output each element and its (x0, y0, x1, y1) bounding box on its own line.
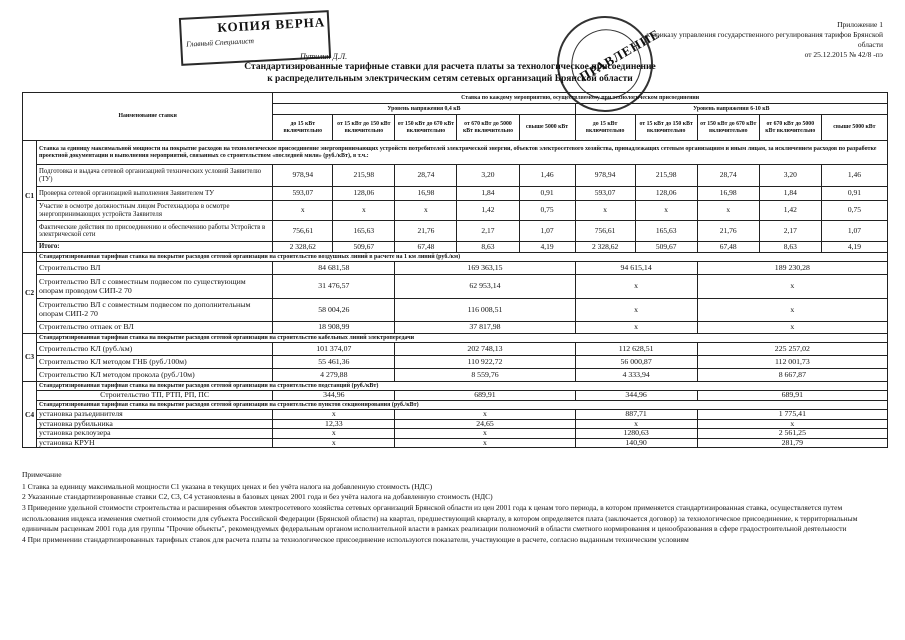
cell: 67,48 (395, 242, 457, 253)
tariff-table (22, 92, 888, 448)
header-top: Ставка по каждому мероприятию, осуществляемому при технологическом присоединении (273, 93, 888, 104)
cell: x (575, 419, 697, 429)
cell: x (697, 322, 887, 334)
section-c4-subtitle: Стандартизированная тарифная ставка на покрытие расходов сетевой организации на строительство пунктов секционирования (руб./кВт) (37, 401, 888, 410)
cell: x (395, 438, 575, 448)
header-col: от 150 кВт до 670 кВт включительно (395, 115, 457, 141)
row-name: Строительство ВЛ с совместным подвесом по дополнительным опорам СИП-2 70 (37, 299, 273, 322)
header-col: от 670 кВт до 5000 кВт включительно (759, 115, 821, 141)
cell: 756,61 (575, 221, 635, 242)
note-item: 1 Ставка за единицу максимальной мощности С1 указана в текущих ценах и без учёта налога на добавленную стоимость (НДС) (22, 481, 433, 491)
title-line-1: Стандартизированные тарифные ставки для расчета платы за технологическое присоединение (244, 62, 656, 72)
cell: 4,19 (821, 242, 887, 253)
row-name: установка рубильника (37, 419, 273, 429)
row-name: Подготовка и выдача сетевой организацией технических условий Заявителю (ТУ) (37, 165, 273, 187)
appendix-block (633, 20, 883, 60)
cell: x (697, 201, 759, 221)
cell: 94 615,14 (575, 262, 697, 275)
signer-name: Путилин Д.Л. (300, 52, 348, 61)
table-row (23, 419, 888, 429)
cell: 28,74 (697, 165, 759, 187)
stamp-text: КОПИЯ ВЕРНА (217, 14, 326, 35)
cell: x (273, 410, 395, 420)
cell: 689,91 (395, 391, 575, 401)
row-name: Строительство отпаек от ВЛ (37, 322, 273, 334)
section-code-c3: С3 (23, 334, 37, 382)
seal-text: ПРАВЛЕНИЕ (576, 25, 663, 85)
table-row (23, 299, 888, 322)
cell: x (697, 275, 887, 299)
cell: 16,98 (697, 187, 759, 201)
cell: 3,20 (759, 165, 821, 187)
cell: x (273, 438, 395, 448)
header-col: до 15 кВт включительно (575, 115, 635, 141)
header-col: от 15 кВт до 150 кВт включительно (333, 115, 395, 141)
appendix-line-2: к приказу управления государственного регулирования тарифов Брянской области (646, 29, 883, 49)
cell: 58 004,26 (273, 299, 395, 322)
cell: 281,79 (697, 438, 887, 448)
row-name: Строительство КЛ методом ГНБ (руб./100м) (37, 356, 273, 369)
cell: 28,74 (395, 165, 457, 187)
header-level-610: Уровень напряжения 6-10 кВ (575, 104, 887, 115)
cell: 215,98 (635, 165, 697, 187)
cell: 1,84 (759, 187, 821, 201)
cell: 3,20 (457, 165, 519, 187)
cell: 2 328,62 (273, 242, 333, 253)
cell: 1,07 (821, 221, 887, 242)
cell: 0,91 (821, 187, 887, 201)
cell: 978,94 (575, 165, 635, 187)
cell: x (273, 429, 395, 439)
section-code-c2: С2 (23, 253, 37, 334)
cell: 1,07 (519, 221, 575, 242)
table-row (23, 438, 888, 448)
cell: 1 775,41 (697, 410, 887, 420)
cell: x (575, 275, 697, 299)
cell: x (697, 299, 887, 322)
table-row (23, 275, 888, 299)
row-name: установка разъединителя (37, 410, 273, 420)
cell: 887,71 (575, 410, 697, 420)
table-row (23, 429, 888, 439)
cell: 84 681,58 (273, 262, 395, 275)
cell: 4,19 (519, 242, 575, 253)
cell: 18 908,99 (273, 322, 395, 334)
header-level-04: Уровень напряжения 0,4 кВ (273, 104, 575, 115)
cell: 62 953,14 (395, 275, 575, 299)
header-name-col: Наименование ставки (23, 93, 273, 141)
cell: 8,63 (759, 242, 821, 253)
row-name: установка реклоузера (37, 429, 273, 439)
cell: 0,75 (519, 201, 575, 221)
stamp-role: Главный Специалист (185, 36, 255, 49)
cell: 110 922,72 (395, 356, 575, 369)
note-item: 4 При применении стандартизированных тарифных ставок для расчета платы за технологическое присоединение используются показатели, участвующие в расчете, согласно выданным техническим условиям (22, 534, 689, 544)
table-row (23, 410, 888, 420)
appendix-line-1: Приложение 1 (837, 20, 883, 29)
notes-heading: Примечание (22, 470, 62, 479)
cell: 1280,63 (575, 429, 697, 439)
cell: 978,94 (273, 165, 333, 187)
cell: 4 279,88 (273, 369, 395, 382)
table-row (23, 322, 888, 334)
cell: 56 000,87 (575, 356, 697, 369)
cell: x (273, 201, 333, 221)
row-name: установка КРУН (37, 438, 273, 448)
cell: 1,42 (457, 201, 519, 221)
cell: 8 559,76 (395, 369, 575, 382)
cell: 67,48 (697, 242, 759, 253)
cell: 225 257,02 (697, 343, 887, 356)
cell: 55 461,36 (273, 356, 395, 369)
cell: 101 374,07 (273, 343, 395, 356)
notes-block (22, 470, 888, 545)
table-row (23, 201, 888, 221)
cell: 2 561,25 (697, 429, 887, 439)
note-item: 2 Указанные стандартизированные ставки С2, С3, С4 установлены в базовых ценах 2001 года и без учёта налога на добавленную стоимость (НДС) (22, 492, 493, 502)
table-row (23, 369, 888, 382)
section-c4-title: Стандартизированная тарифная ставка на покрытие расходов сетевой организации на строительство подстанций (руб./кВт) (37, 382, 888, 391)
title-line-2: к распределительным электрическим сетям сетевых организаций Брянской области (267, 73, 633, 84)
header-col: свыше 5000 кВт (519, 115, 575, 141)
table-row (23, 391, 888, 401)
note-item: 3 Приведение удельной стоимости строительства и расширения объектов электросетевого хозяйства сетевых организаций Брянской области из цен 2001 года к ценам того периода, в котором применяется стандартизированная ставка, осуществляется путем использования индекса изменения сметной стоимости для субъекта Российской Федерации (Брянской области) на квартал, предшествующий кварталу, в котором определяется плата (заключается договор) за технологическое присоединение, к территориальным единичным расценкам 2001 года для группы "Прочие объекты", рекомендуемых федеральным органом исполнительной власти в рамках реализации полномочий в области сметного нормирования и ценообразования в сфере градостроительной деятельности (22, 502, 858, 534)
table-row (23, 221, 888, 242)
cell: 37 817,98 (395, 322, 575, 334)
row-name: Строительство ВЛ (37, 262, 273, 275)
cell: 0,75 (821, 201, 887, 221)
table-row (23, 356, 888, 369)
cell: 689,91 (697, 391, 887, 401)
cell: 128,06 (635, 187, 697, 201)
cell: 509,67 (333, 242, 395, 253)
cell: 116 008,51 (395, 299, 575, 322)
cell: 344,96 (273, 391, 395, 401)
row-name: Строительство КЛ методом прокола (руб./10м) (37, 369, 273, 382)
cell: x (575, 201, 635, 221)
row-name: Проверка сетевой организацией выполнения Заявителем ТУ (37, 187, 273, 201)
cell: x (395, 429, 575, 439)
cell: 21,76 (697, 221, 759, 242)
cell: 756,61 (273, 221, 333, 242)
cell: 112 628,51 (575, 343, 697, 356)
cell: 140,90 (575, 438, 697, 448)
cell: x (697, 419, 887, 429)
cell: 128,06 (333, 187, 395, 201)
cell: x (333, 201, 395, 221)
cell: 8,63 (457, 242, 519, 253)
table-row (23, 165, 888, 187)
cell: 2,17 (759, 221, 821, 242)
table-row (23, 187, 888, 201)
row-name: Итого: (37, 242, 273, 253)
cell: 215,98 (333, 165, 395, 187)
header-col: до 15 кВт включительно (273, 115, 333, 141)
cell: 344,96 (575, 391, 697, 401)
cell: 0,91 (519, 187, 575, 201)
row-name: Строительство КЛ (руб./км) (37, 343, 273, 356)
cell: 165,63 (635, 221, 697, 242)
cell: 21,76 (395, 221, 457, 242)
row-name: Строительство ВЛ с совместным подвесом по существующим опорам проводом СИП-2 70 (37, 275, 273, 299)
table-row (23, 262, 888, 275)
table-row-total (23, 242, 888, 253)
cell: x (575, 322, 697, 334)
cell: 12,33 (273, 419, 395, 429)
cell: x (395, 410, 575, 420)
cell: 8 667,87 (697, 369, 887, 382)
cell: 2 328,62 (575, 242, 635, 253)
cell: 1,46 (519, 165, 575, 187)
cell: x (395, 201, 457, 221)
header-col: свыше 5000 кВт (821, 115, 887, 141)
section-code-c4: С4 (23, 382, 37, 448)
header-col: от 15 кВт до 150 кВт включительно (635, 115, 697, 141)
cell: 202 748,13 (395, 343, 575, 356)
section-c2-title: Стандартизированная тарифная ставка на покрытие расходов сетевой организации на строительство воздушных линий в расчете на 1 км линий (руб./км) (37, 253, 888, 262)
row-name: Фактические действия по присоединению и обеспечению работы Устройств в электрической сети (37, 221, 273, 242)
cell: 24,65 (395, 419, 575, 429)
cell: 2,17 (457, 221, 519, 242)
cell: x (575, 299, 697, 322)
section-c3-title: Стандартизированная тарифная ставка на покрытие расходов сетевой организации на строительство кабельных линий электропередачи (37, 334, 888, 343)
row-name: Строительство ТП, РТП, РП, ПС (37, 391, 273, 401)
table-row (23, 343, 888, 356)
cell: 509,67 (635, 242, 697, 253)
document-title (200, 62, 700, 85)
cell: 189 230,28 (697, 262, 887, 275)
cell: 1,46 (821, 165, 887, 187)
cell: 112 001,73 (697, 356, 887, 369)
cell: 165,63 (333, 221, 395, 242)
section-code-c1: С1 (23, 141, 37, 253)
row-name: Участие в осмотре должностным лицом Ростехнадзора в осмотре энергопринимающих устройств Заявителя (37, 201, 273, 221)
cell: 16,98 (395, 187, 457, 201)
cell: 1,84 (457, 187, 519, 201)
cell: 31 476,57 (273, 275, 395, 299)
cell: 169 363,15 (395, 262, 575, 275)
cell: 593,07 (273, 187, 333, 201)
appendix-line-3: от 25.12.2015 № 42/8 -пэ (804, 49, 883, 59)
header-col: от 670 кВт до 5000 кВт включительно (457, 115, 519, 141)
cell: 1,42 (759, 201, 821, 221)
cell: 4 333,94 (575, 369, 697, 382)
cell: 593,07 (575, 187, 635, 201)
cell: x (635, 201, 697, 221)
section-c1-title: Ставка за единицу максимальной мощности на покрытие расходов на технологическое присоединение энергопринимающих устройств потребителей электрической энергии, объектов электросетевого хозяйства, принадлежащих сетевым организациям и иным лицам, за исключением расходов по разработке проектной документации и выполнения мероприятий, связанных со строительством «последней мили» (руб./кВт), в т.ч.: (37, 141, 888, 165)
header-col: от 150 кВт до 670 кВт включительно (697, 115, 759, 141)
